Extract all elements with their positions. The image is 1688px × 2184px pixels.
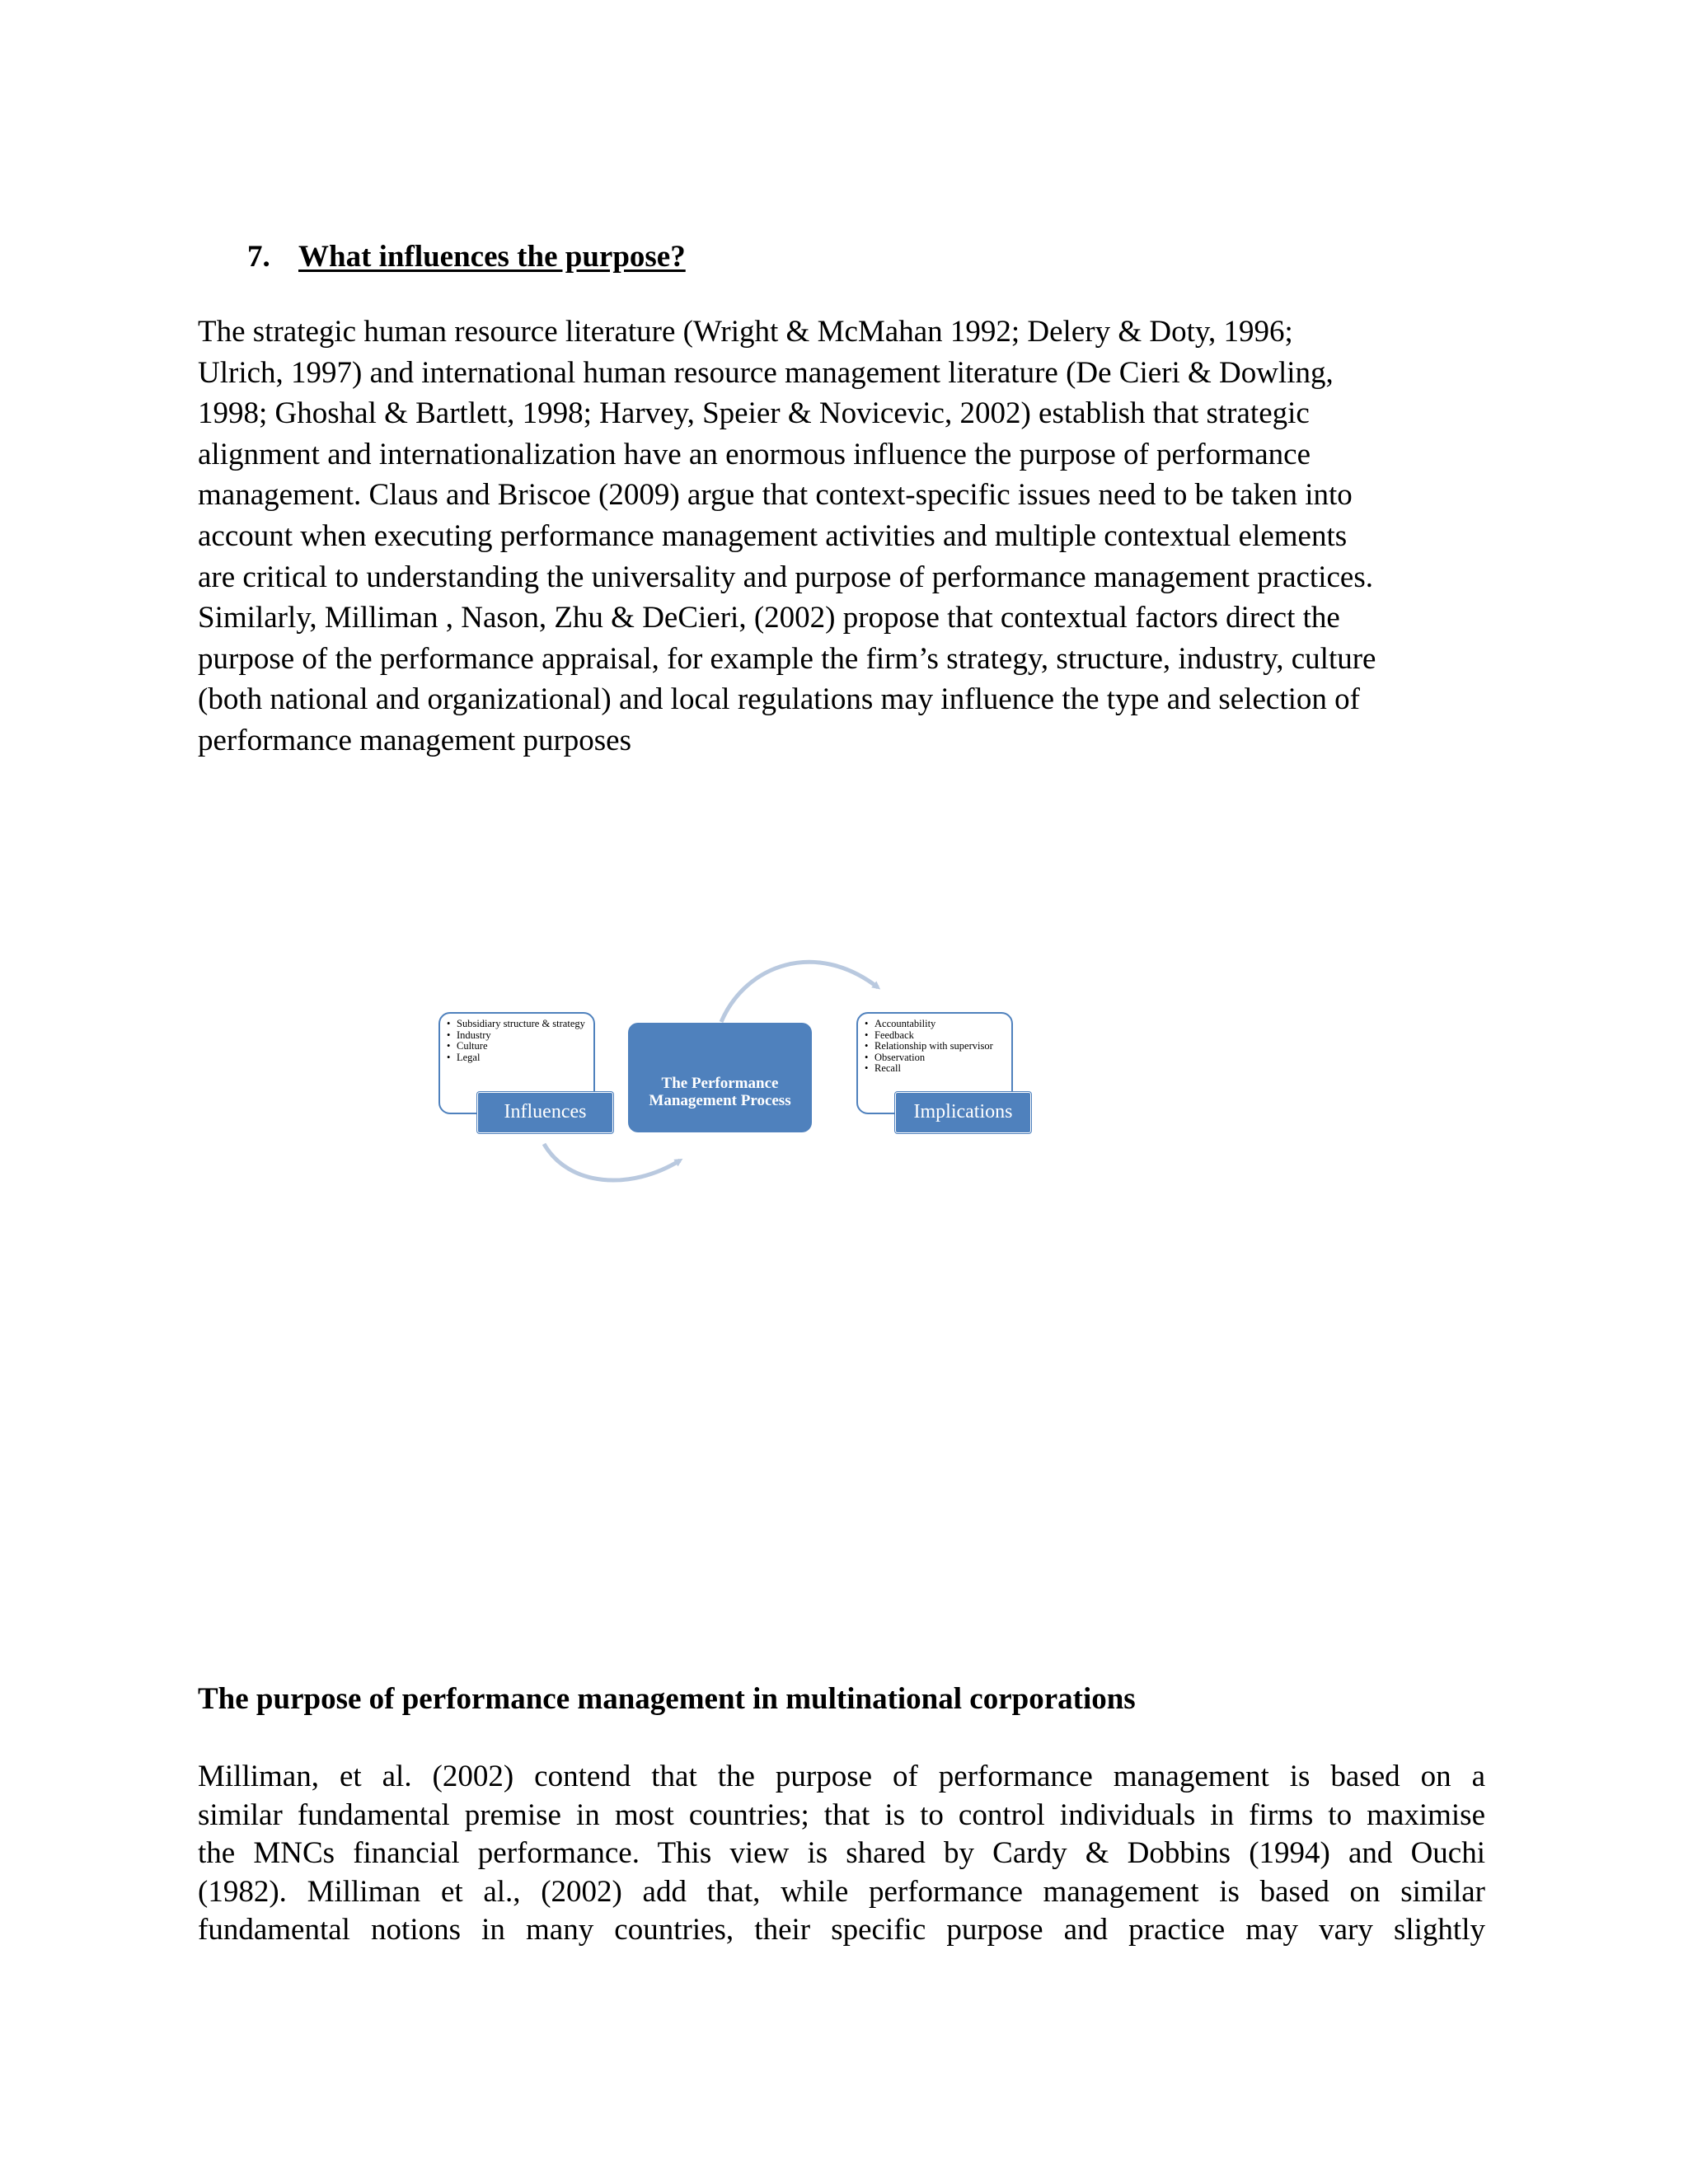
section-heading [247, 239, 686, 275]
paragraph-line: The strategic human resource literature (Wright & McMahan 1992; Delery & Doty, 1996; [198, 315, 1293, 349]
bottom-curved-arrow [544, 1144, 680, 1180]
section-title: What influences the purpose? [298, 240, 686, 274]
paragraph-line: performance management purposes [198, 723, 632, 757]
influences-label: Influences [477, 1092, 613, 1133]
paragraph-line: Similarly, Milliman , Nason, Zhu & DeCieri, (2002) propose that contextual factors direct the [198, 601, 1340, 635]
body-paragraph [198, 312, 1492, 762]
paragraph-line: account when executing performance management activities and multiple contextual elements [198, 518, 1348, 553]
implications-label: Implications [895, 1092, 1031, 1133]
list-item: • Culture [447, 1041, 587, 1052]
paragraph-line: Ulrich, 1997) and international human resource management literature (De Cieri & Dowling, [198, 355, 1334, 390]
top-curved-arrow [721, 962, 878, 1022]
paragraph-line: are critical to understanding the universality and purpose of performance management practices. [198, 560, 1373, 594]
process-diagram [429, 948, 1039, 1187]
list-item: • Relationship with supervisor [865, 1041, 1005, 1052]
list-item: • Recall [865, 1063, 1005, 1075]
implications-list [865, 1019, 1005, 1075]
list-item: • Subsidiary structure & strategy [447, 1019, 587, 1030]
center-line-2: Management Process [649, 1091, 791, 1109]
paragraph-line: Milliman, et al. (2002) contend that the purpose of performance management is based on a [198, 1760, 1485, 1793]
paragraph-line: fundamental notions in many countries, their specific purpose and practice may vary slightly [198, 1913, 1485, 1947]
list-item: • Legal [447, 1052, 587, 1064]
center-process-box [628, 1023, 812, 1132]
center-line-1: The Performance [661, 1074, 779, 1092]
list-item: • Observation [865, 1052, 1005, 1064]
paragraph-line: the MNCs financial performance. This view is shared by Cardy & Dobbins (1994) and Ouchi [198, 1836, 1485, 1870]
section-heading-mnc: The purpose of performance management in multinational corporations [198, 1682, 1136, 1716]
paragraph-line: management. Claus and Briscoe (2009) argue that context-specific issues need to be taken into [198, 478, 1353, 513]
paragraph-line: 1998; Ghoshal & Bartlett, 1998; Harvey, Speier & Novicevic, 2002) establish that strategic [198, 396, 1310, 431]
paragraph-line: (both national and organizational) and local regulations may influence the type and selection of [198, 682, 1360, 717]
paragraph-line: purpose of the performance appraisal, for example the firm’s strategy, structure, industry, culture [198, 641, 1376, 676]
paragraph-line: (1982). Milliman et al., (2002) add that, while performance management is based on similar [198, 1874, 1485, 1909]
list-item: • Accountability [865, 1019, 1005, 1030]
influences-list [447, 1019, 587, 1063]
list-item: • Industry [447, 1030, 587, 1042]
paragraph-line: similar fundamental premise in most countries; that is to control individuals in firms to maximise [198, 1797, 1485, 1832]
body-paragraph-mnc [198, 1758, 1485, 1950]
list-item: • Feedback [865, 1030, 1005, 1042]
section-number: 7. [247, 240, 270, 274]
paragraph-line: alignment and internationalization have an enormous influence the purpose of performance [198, 437, 1311, 471]
